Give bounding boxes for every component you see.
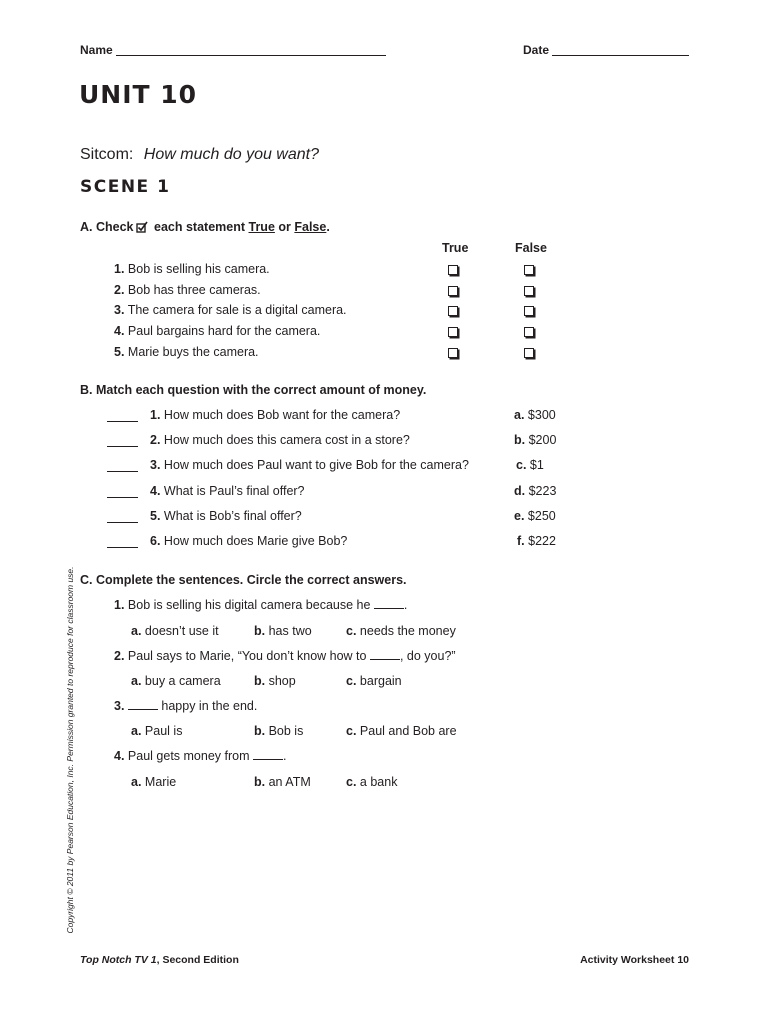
item-text: Bob has three cameras. [127,283,261,297]
section-c-letter: C. [80,573,93,587]
choice-text: shop [268,674,296,688]
choice-letter: b. [254,674,266,688]
list-item [114,699,257,713]
option-amount: $300 [527,408,556,422]
answer-blank[interactable] [107,547,138,548]
sitcom-label: Sitcom: [80,146,134,163]
option-amount: $250 [527,509,556,523]
choice-letter: a. [131,724,142,738]
true-checkbox[interactable] [448,348,458,358]
item-text: Paul says to Marie, “You don’t know how to [127,649,367,663]
choice-text: buy a camera [144,674,221,688]
list-item [150,509,302,523]
item-question: How much does Bob want for the camera? [163,408,401,422]
option-amount: $222 [528,534,556,548]
true-checkbox[interactable] [448,265,458,275]
answer-option [514,433,556,447]
instr-end: . [326,220,330,234]
item-number: 3. [114,303,125,317]
choice-letter: c. [346,674,357,688]
false-checkbox[interactable] [524,327,534,337]
instr-true: True [248,220,275,234]
choice-c[interactable] [346,724,457,738]
item-number: 5. [114,345,125,359]
section-b-text: Match each question with the correct amount of money. [95,383,427,397]
answer-blank[interactable] [253,759,283,760]
choice-a[interactable] [131,775,176,789]
choice-b[interactable] [254,674,296,688]
list-item [114,598,407,612]
item-number: 4. [150,484,161,498]
list-item [114,649,456,663]
item-text: Marie buys the camera. [127,345,259,359]
answer-blank[interactable] [107,421,138,422]
choice-letter: c. [346,775,357,789]
item-number: 4. [114,749,125,763]
choice-letter: a. [131,775,142,789]
answer-option [517,534,556,548]
answer-blank[interactable] [107,446,138,447]
option-amount: $223 [528,484,557,498]
instr-false: False [294,220,327,234]
item-text: Bob is selling his camera. [127,262,270,276]
item-text-end: , do you?” [399,649,456,663]
choice-c[interactable] [346,674,402,688]
item-number: 3. [150,458,161,472]
section-c-instructions [80,573,407,587]
item-text: Bob is selling his digital camera because he [127,598,371,612]
true-checkbox[interactable] [448,306,458,316]
item-text: Paul gets money from [127,749,250,763]
choice-c[interactable] [346,775,397,789]
choice-c[interactable] [346,624,456,638]
answer-option [514,408,556,422]
list-item [114,303,347,317]
option-letter: b. [514,433,526,447]
answer-blank[interactable] [374,608,404,609]
choice-text: needs the money [359,624,456,638]
name-field-line[interactable] [116,55,386,56]
name-label: Name [80,43,113,57]
answer-blank[interactable] [107,497,138,498]
choice-letter: b. [254,724,266,738]
choice-letter: a. [131,624,142,638]
answer-option [516,458,544,472]
false-checkbox[interactable] [524,306,534,316]
list-item [114,324,320,338]
choice-text: bargain [359,674,402,688]
item-question: How much does this camera cost in a store? [163,433,410,447]
item-number: 6. [150,534,161,548]
choice-text: Paul and Bob are [359,724,457,738]
item-text-end: . [403,598,408,612]
section-b-letter: B. [80,383,93,397]
item-number: 1. [114,598,125,612]
item-number: 2. [150,433,161,447]
answer-option [514,509,556,523]
choice-letter: b. [254,624,266,638]
choice-text: a bank [359,775,398,789]
choice-a[interactable] [131,724,182,738]
scene-title: SCENE 1 [80,177,171,197]
list-item [150,484,305,498]
item-question: What is Bob’s final offer? [163,509,302,523]
item-number: 2. [114,649,125,663]
item-text: The camera for sale is a digital camera. [127,303,347,317]
section-a-letter: A. [80,220,93,234]
option-letter: d. [514,484,526,498]
col-false-header: False [515,241,547,255]
option-amount: $1 [529,458,544,472]
book-edition: , Second Edition [156,954,239,966]
choice-b[interactable] [254,724,303,738]
book-name: Top Notch TV 1 [80,954,157,966]
date-field-line[interactable] [552,55,689,56]
item-text: happy in the end. [161,699,258,713]
list-item [114,749,286,763]
unit-title: UNIT 10 [79,80,198,109]
choice-a[interactable] [131,624,219,638]
sitcom-heading [80,146,319,164]
false-checkbox[interactable] [524,265,534,275]
section-b-instructions [80,383,426,397]
item-question: What is Paul’s final offer? [163,484,305,498]
list-item [114,283,261,297]
instr-check: Check [95,220,134,234]
item-number: 1. [150,408,161,422]
list-item [114,345,259,359]
list-item [114,262,270,276]
choice-letter: b. [254,775,266,789]
choice-letter: a. [131,674,142,688]
list-item [150,433,410,447]
item-number: 5. [150,509,161,523]
footer-book-title [80,954,239,966]
answer-blank[interactable] [107,471,138,472]
item-number: 2. [114,283,125,297]
date-label: Date [523,43,550,57]
item-number: 3. [114,699,125,713]
answer-option [514,484,556,498]
choice-letter: c. [346,624,357,638]
choice-text: Paul is [144,724,183,738]
section-a-instructions [80,220,330,234]
true-checkbox[interactable] [448,327,458,337]
false-checkbox[interactable] [524,286,534,296]
instr-or: or [278,220,291,234]
choice-letter: c. [346,724,357,738]
option-letter: c. [516,458,527,472]
instr-each: each statement [154,220,246,234]
option-letter: e. [514,509,525,523]
answer-blank[interactable] [370,659,400,660]
item-number: 1. [114,262,125,276]
checkbox-icon [136,221,148,233]
choice-b[interactable] [254,624,312,638]
answer-blank[interactable] [107,522,138,523]
col-true-header: True [442,241,469,255]
list-item [150,408,400,422]
choice-text: an ATM [268,775,311,789]
list-item [150,458,469,472]
option-letter: f. [517,534,525,548]
item-question: How much does Marie give Bob? [163,534,348,548]
choice-text: Bob is [268,724,304,738]
item-text: Paul bargains hard for the camera. [127,324,321,338]
option-amount: $200 [528,433,557,447]
answer-blank[interactable] [128,709,158,710]
section-c-text: Complete the sentences. Circle the correct answers. [95,573,407,587]
copyright-notice: Copyright © 2011 by Pearson Education, Inc. Permission granted to reproduce for classroom use. [65,566,75,934]
footer-worksheet-label: Activity Worksheet 10 [580,954,689,966]
list-item [150,534,347,548]
true-checkbox[interactable] [448,286,458,296]
choice-a[interactable] [131,674,221,688]
option-letter: a. [514,408,525,422]
sitcom-title: How much do you want? [143,146,319,163]
item-text-end: . [283,749,287,763]
choice-text: doesn’t use it [144,624,219,638]
choice-b[interactable] [254,775,311,789]
false-checkbox[interactable] [524,348,534,358]
choice-text: Marie [144,775,177,789]
choice-text: has two [268,624,312,638]
item-number: 4. [114,324,125,338]
item-question: How much does Paul want to give Bob for the camera? [163,458,469,472]
